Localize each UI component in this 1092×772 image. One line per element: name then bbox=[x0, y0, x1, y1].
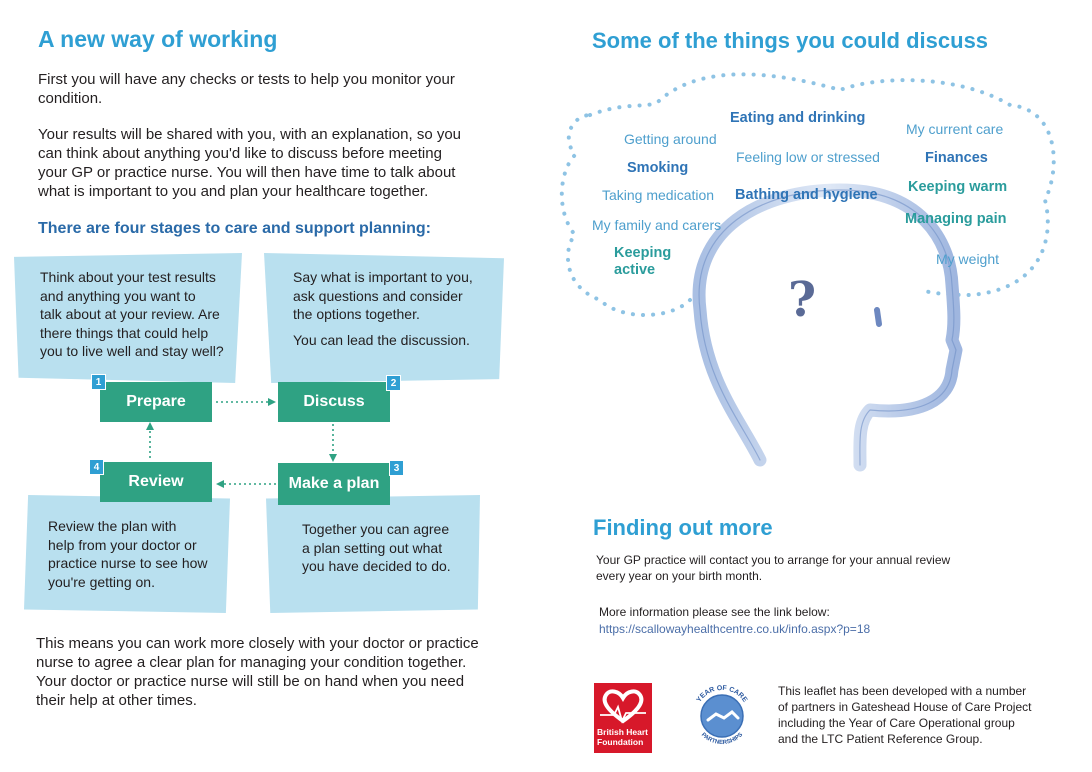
year-of-care-logo bbox=[682, 676, 762, 756]
stage-prepare: Prepare bbox=[100, 382, 212, 422]
left-title: A new way of working bbox=[38, 26, 278, 52]
results-paragraph: Your results will be shared with you, with an explanation, so you can think about anything you'd like to discuss before meeting your GP or practice nurse. You will then have time to talk about what is important to you and plan your healthcare together. bbox=[38, 126, 462, 200]
topic-managing-pain: Managing pain bbox=[905, 211, 1007, 227]
prepare-box-text: Think about your test results and anything you want to talk about at your review. Are there things that could help you to live well and stay well? bbox=[40, 269, 224, 359]
topic-my-weight: My weight bbox=[936, 251, 1000, 267]
heart-icon bbox=[594, 685, 652, 727]
topic-my-current-care: My current care bbox=[906, 121, 1004, 137]
stage-number-2: 2 bbox=[386, 375, 401, 391]
topic-keeping-warm: Keeping warm bbox=[908, 179, 1008, 195]
yoc-top-text: YEAR OF CARE bbox=[695, 684, 749, 704]
topic-family-carers: My family and carers bbox=[592, 217, 722, 233]
leaflet-credits: This leaflet has been developed with a number of partners in Gateshead House of Care Project including the Year of Care Operational group and the LTC Patient Reference Group. bbox=[778, 684, 1032, 746]
intro-paragraph: First you will have any checks or tests to help you monitor your condition. bbox=[38, 71, 455, 107]
stage-review: Review bbox=[100, 462, 212, 502]
stage-number-1: 1 bbox=[91, 374, 106, 390]
yoc-bottom-text: PARTNERSHIPS bbox=[699, 731, 745, 747]
head-eye bbox=[877, 310, 879, 324]
more-info-text: More information please see the link below: bbox=[599, 605, 830, 619]
discuss-box-text: Say what is important to you, ask questions and consider the options together. You can lead the discussion. bbox=[293, 269, 473, 348]
bhf-logo: British Heart Foundation bbox=[594, 683, 652, 753]
stages-heading: There are four stages to care and support planning: bbox=[38, 220, 431, 237]
stage-number-3: 3 bbox=[389, 460, 404, 476]
finding-out-more-text: Your GP practice will contact you to arrange for your annual review every year on your birth month. bbox=[596, 553, 951, 583]
info-link[interactable]: https://scallowayhealthcentre.co.uk/info.aspx?p=18 bbox=[599, 622, 871, 636]
topic-finances: Finances bbox=[925, 150, 988, 166]
stage-discuss: Discuss bbox=[278, 382, 390, 422]
topic-taking-medication: Taking medication bbox=[602, 187, 715, 203]
topic-feeling-low: Feeling low or stressed bbox=[736, 149, 880, 165]
stage-arrows bbox=[0, 0, 520, 520]
topic-smoking: Smoking bbox=[627, 160, 689, 176]
topic-getting-around: Getting around bbox=[624, 131, 717, 147]
review-box-text: Review the plan with help from your doctor or practice nurse to see how you're getting on. bbox=[48, 518, 208, 590]
finding-out-more-title: Finding out more bbox=[593, 515, 773, 540]
plan-box-text: Together you can agree a plan setting out what you have decided to do. bbox=[302, 521, 451, 574]
closing-paragraph: This means you can work more closely with your doctor or practice nurse to agree a clear plan for managing your condition together. Your doctor or practice nurse will still be on hand when you need their help at other times. bbox=[36, 635, 479, 709]
topic-bathing-hygiene: Bathing and hygiene bbox=[735, 187, 878, 203]
right-title: Some of the things you could discuss bbox=[592, 28, 989, 53]
stage-make-plan: Make a plan bbox=[278, 463, 390, 505]
question-mark: ? bbox=[788, 272, 817, 328]
head-outline bbox=[699, 190, 956, 465]
stage-number-4: 4 bbox=[89, 459, 104, 475]
topic-keeping-active: Keeping active bbox=[614, 245, 672, 278]
topic-eating-drinking: Eating and drinking bbox=[730, 110, 866, 126]
